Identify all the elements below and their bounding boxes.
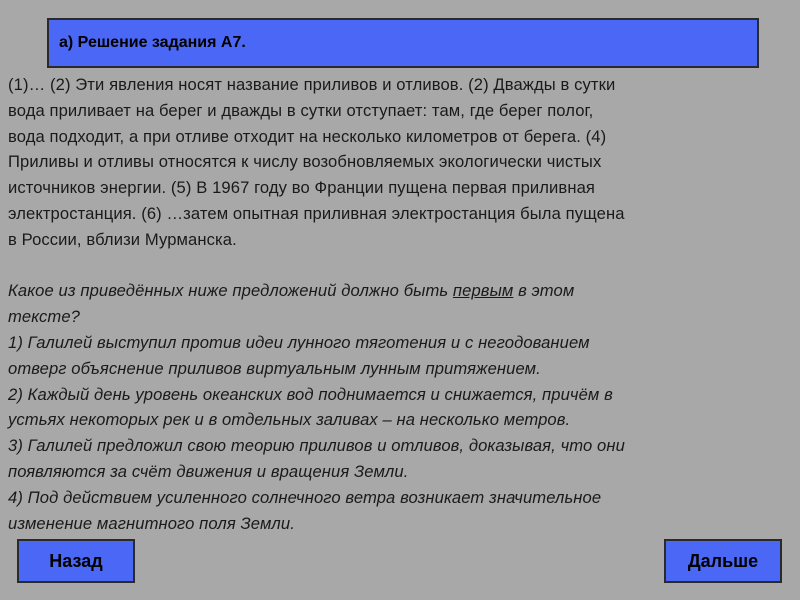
question-block bbox=[8, 278, 794, 536]
text-line: в России, вблизи Мурманска. bbox=[8, 229, 237, 249]
header-banner bbox=[47, 18, 759, 68]
source-text bbox=[8, 72, 794, 253]
answer-option-line: 2) Каждый день уровень океанских вод поднимается и снижается, причём в bbox=[8, 384, 613, 404]
text-line: вода подходит, а при отливе отходит на несколько километров от берега. (4) bbox=[8, 126, 607, 146]
text-line: электростанция. (6) …затем опытная приливная электростанция была пущена bbox=[8, 203, 625, 223]
question-emphasis: первым bbox=[452, 281, 514, 301]
text-line: Приливы и отливы относятся к числу возобновляемых экологически чистых bbox=[8, 152, 602, 172]
question-prefix: Какое из приведённых ниже предложений должно быть bbox=[8, 281, 453, 301]
next-button[interactable]: Дальше bbox=[664, 539, 782, 583]
page-title: а) Решение задания А7. bbox=[59, 34, 246, 51]
answer-option-line: 4) Под действием усиленного солнечного ветра возникает значительное bbox=[8, 487, 602, 507]
question-text bbox=[8, 278, 794, 304]
answer-option-line: 3) Галилей предложил свою теорию приливов и отливов, доказывая, что они bbox=[8, 436, 625, 456]
answer-option-line: отверг объяснение приливов виртуальным лунным притяжением. bbox=[8, 358, 541, 378]
text-line: вода приливает на берег и дважды в сутки отступает: там, где берег полог, bbox=[8, 100, 594, 120]
task-content bbox=[8, 72, 794, 536]
question-text-continued: тексте? bbox=[8, 307, 80, 327]
question-suffix: в этом bbox=[513, 281, 575, 301]
answer-option-line: 1) Галилей выступил против идеи лунного тяготения и с негодованием bbox=[8, 332, 590, 352]
text-line: (1)… (2) Эти явления носят название приливов и отливов. (2) Дважды в сутки bbox=[8, 75, 616, 94]
back-button[interactable]: Назад bbox=[17, 539, 135, 583]
text-line: источников энергии. (5) В 1967 году во Франции пущена первая приливная bbox=[8, 178, 596, 198]
answer-option-line: изменение магнитного поля Земли. bbox=[8, 513, 295, 533]
answer-option-line: устьях некоторых рек и в отдельных заливах – на несколько метров. bbox=[8, 410, 571, 430]
answer-option-line: появляются за счёт движения и вращения Земли. bbox=[8, 461, 409, 481]
